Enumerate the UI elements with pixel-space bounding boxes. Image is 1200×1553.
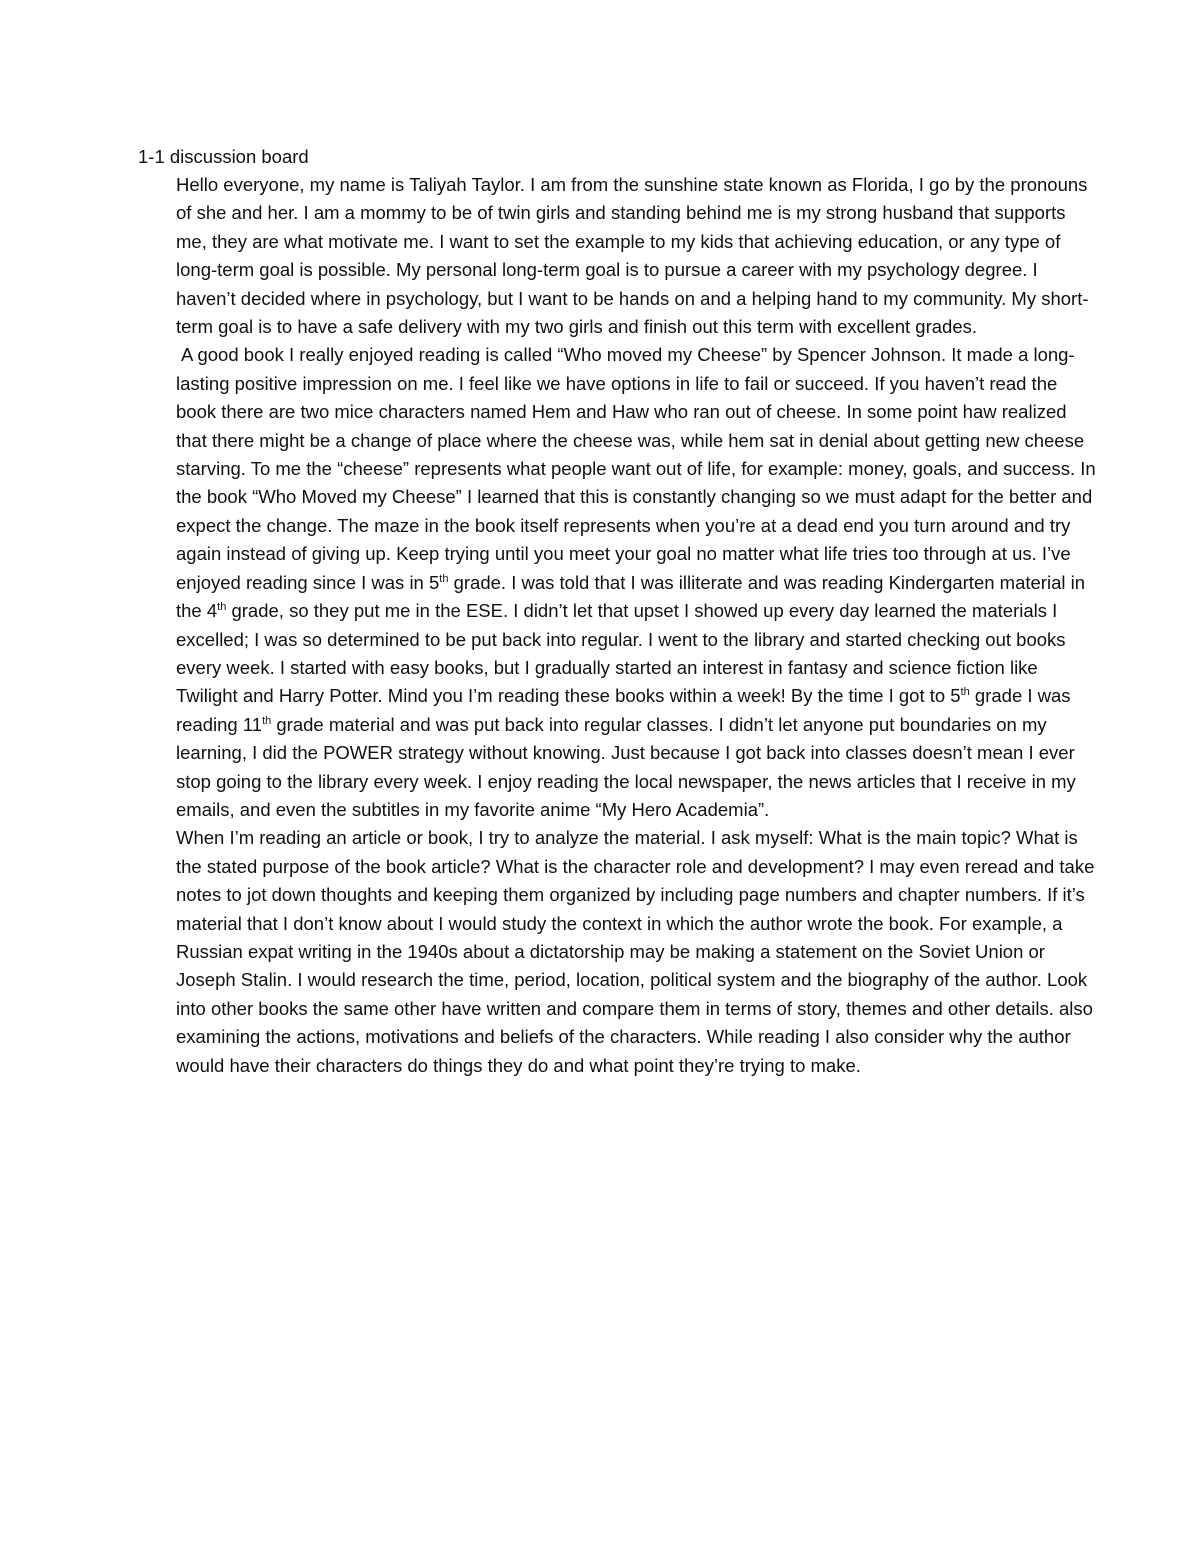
ordinal-superscript: th (960, 686, 970, 699)
ordinal-superscript: th (217, 600, 227, 613)
paragraph-text-segment: grade. I was told that I was illiterate and was reading Kindergarten material in the 4 (176, 571, 1086, 622)
paragraph-reading-strategy: When I’m reading an article or book, I try to analyze the material. I ask myself: What is the main topic? What is the stated purpose of the book article? What is the character role and development? I may even reread and take notes to jot down thoughts and keeping them organized by including page numbers and chapter numbers. If it’s material that I don’t know about I would study the context in which the author wrote the book. For example, a Russian expat writing in the 1940s about a dictatorship may be making a statement on the Soviet Union or Joseph Stalin. I would research the time, period, location, political system and the biography of the author. Look into other books the same other have written and compare them in terms of story, themes and other details. also examining the actions, motivations and beliefs of the characters. While reading I also consider why the author would have their characters do things they do and what point they’re trying to make. (176, 827, 1095, 1076)
paragraph-text-segment: grade material and was put back into regular classes. I didn’t let anyone put boundaries on my learning, I did the POWER strategy without knowing. Just because I got back into classes doesn’t mean I ever stop going to the library every week. I enjoy reading the local newspaper, the news articles that I receive in my emails, and even the subtitles in my favorite anime “My Hero Academia”. (176, 713, 1076, 820)
paragraph-text-segment: A good book I really enjoyed reading is called “Who moved my Cheese” by Spencer Johnson. It made a long-lasting positive impression on me. I feel like we have options in life to fail or succeed. If you haven’t read the book there are two mice characters named Hem and Haw who ran out of cheese. In some point haw realized that there might be a change of place where the cheese was, while hem sat in denial about getting new cheese starving. To me the “cheese” represents what people want out of life, for example: money, goals, and success. In the book “Who Moved my Cheese” I learned that this is constantly changing so we must adapt for the better and expect the change. The maze in the book itself represents when you’re at a dead end you turn around and try again instead of giving up. Keep trying until you meet your goal no matter what life tries too through at us. I’ve enjoyed reading since I was in 5 (176, 344, 1096, 593)
document-body (176, 171, 1096, 1080)
paragraph-text-segment: grade, so they put me in the ESE. I didn’t let that upset I showed up every day learned the materials I excelled; I was so determined to be put back into regular. I went to the library and started checking out books every week. I started with easy books, but I gradually started an interest in fantasy and science fiction like Twilight and Harry Potter. Mind you I’m reading these books within a week! By the time I got to 5 (176, 600, 1066, 707)
paragraph-book-review (176, 341, 1096, 824)
paragraph-introduction: Hello everyone, my name is Taliyah Taylor. I am from the sunshine state known as Florida, I go by the pronouns of she and her. I am a mommy to be of twin girls and standing behind me is my strong husband that supports me, they are what motivate me. I want to set the example to my kids that achieving education, or any type of long-term goal is possible. My personal long-term goal is to pursue a career with my psychology degree. I haven’t decided where in psychology, but I want to be hands on and a helping hand to my community. My short-term goal is to have a safe delivery with my two girls and finish out this term with excellent grades. (176, 174, 1089, 338)
document-title: 1-1 discussion board (138, 146, 309, 167)
ordinal-superscript: th (262, 714, 272, 727)
paragraph-text-segment: grade I was reading 11 (176, 685, 1071, 735)
ordinal-superscript: th (439, 572, 449, 585)
